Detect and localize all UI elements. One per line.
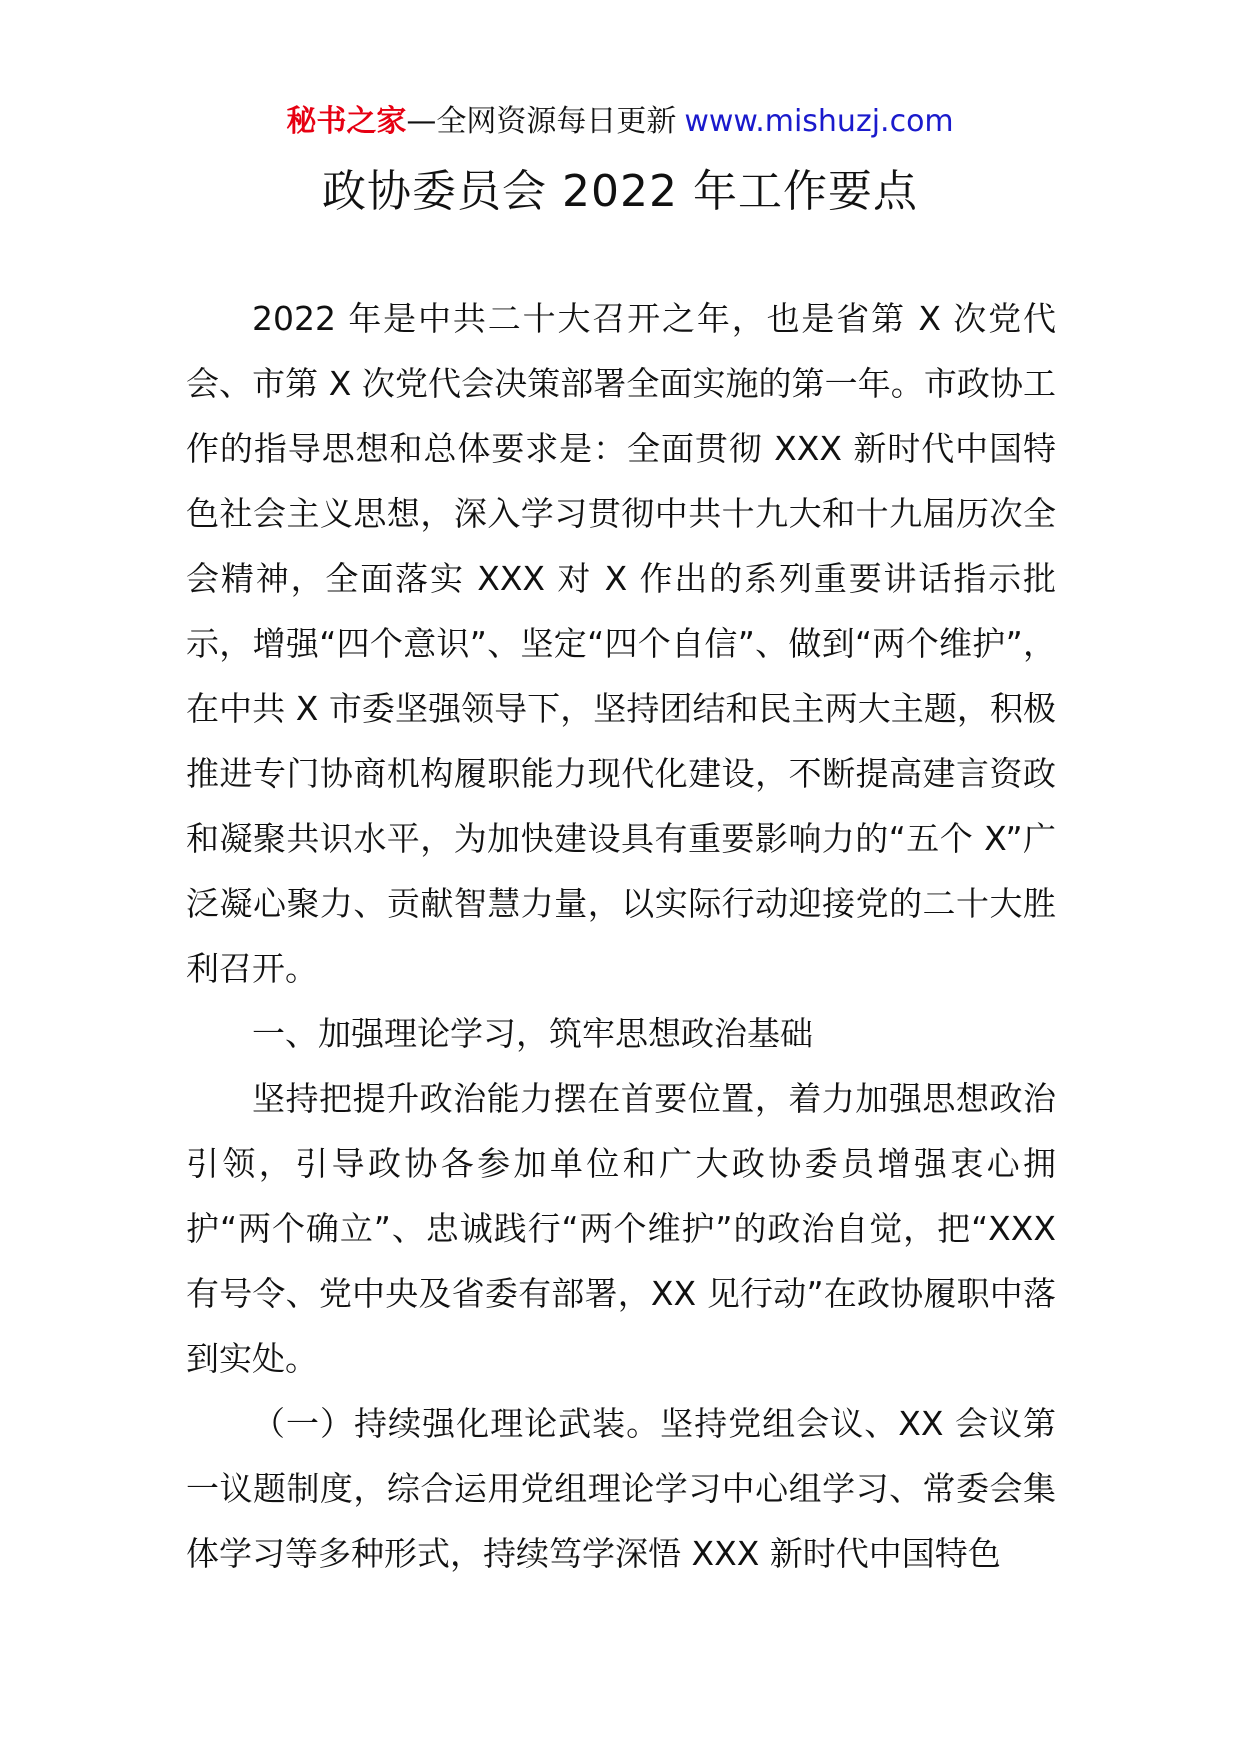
document-body: [186, 286, 1056, 1586]
site-tagline: —全网资源每日更新: [406, 104, 677, 139]
site-brand: 秘书之家: [286, 104, 407, 139]
site-url-link[interactable]: www.mishuzj.com: [684, 104, 954, 139]
site-header: [0, 100, 1240, 144]
section-paragraph: 坚持把提升政治能力摆在首要位置，着力加强思想政治引领，引导政协各参加单位和广大政协委员增强衷心拥护“两个确立”、忠诚践行“两个维护”的政治自觉，把“XXX 有号令、党中央及省委有部署，XX 见行动”在政协履职中落到实处。: [186, 1079, 1056, 1378]
document-title: 政协委员会 2022 年工作要点: [322, 166, 918, 217]
intro-paragraph: 2022 年是中共二十大召开之年，也是省第 X 次党代会、市第 X 次党代会决策部署全面实施的第一年。市政协工作的指导思想和总体要求是：全面贯彻 XXX 新时代中国特色社会主义思想，深入学习贯彻中共十九大和十九届历次全会精神，全面落实 XXX 对 X 作出的系列重要讲话指示批示，增强“四个意识”、坚定“四个自信”、做到“两个维护”，在中共 X 市委坚强领导下，坚持团结和民主两大主题，积极推进专门协商机构履职能力现代化建设，不断提高建言资政和凝聚共识水平，为加快建设具有重要影响力的“五个 X”广泛凝心聚力、贡献智慧力量，以实际行动迎接党的二十大胜利召开。: [186, 299, 1056, 988]
subsection-paragraph: （一）持续强化理论武装。坚持党组会议、XX 会议第一议题制度，综合运用党组理论学习中心组学习、常委会集体学习等多种形式，持续笃学深悟 XXX 新时代中国特色: [186, 1404, 1056, 1573]
section-heading: 一、加强理论学习，筑牢思想政治基础: [252, 1014, 813, 1053]
